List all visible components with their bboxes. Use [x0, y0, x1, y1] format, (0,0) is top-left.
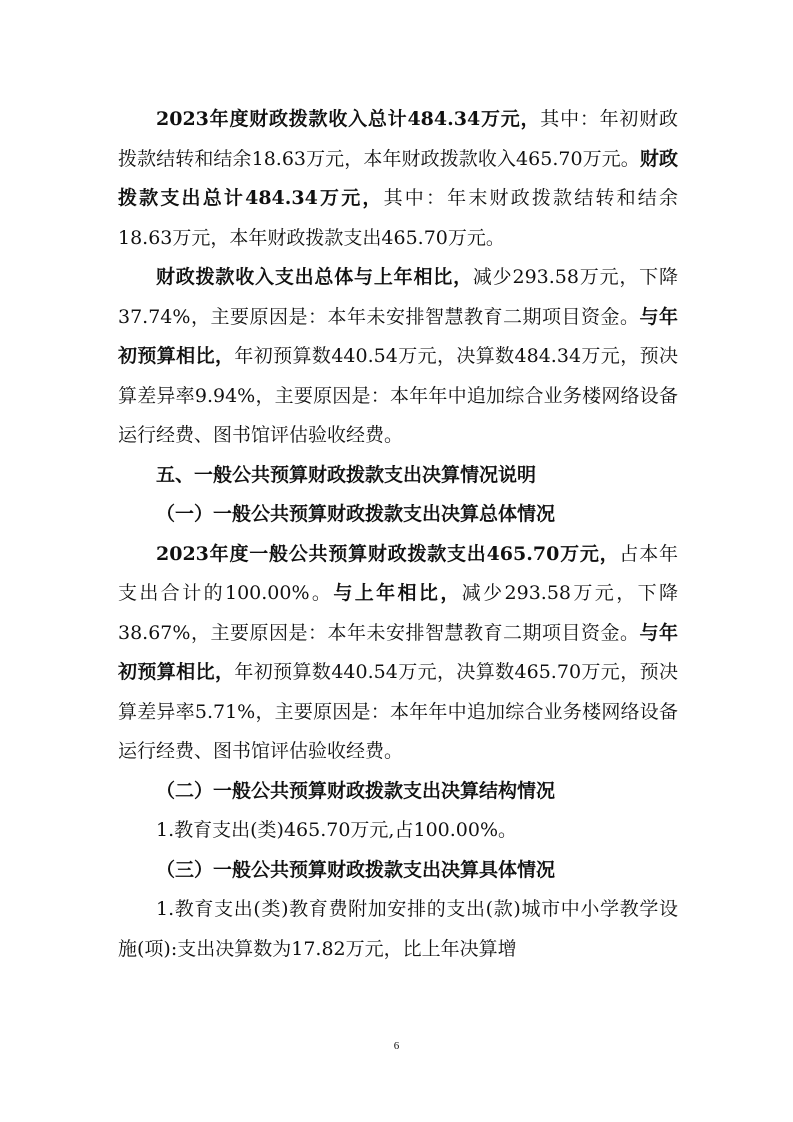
- paragraph-fiscal-total: [118, 100, 678, 258]
- text-vs-last-year: 减少293.58万元，下降37.74%，主要原因是：本年未安排智慧教育二期项目资金。: [118, 266, 678, 328]
- text-vs-budget: 年初预算数440.54万元，决算数484.34万元，预决算差异率9.94%，主要原因是：本年年中追加综合业务楼网络设备运行经费、图书馆评估验收经费。: [118, 345, 678, 446]
- paragraph-fiscal-comparison: [118, 258, 678, 456]
- section-heading-5: 五、一般公共预算财政拨款支出决算情况说明: [156, 463, 537, 486]
- page-number: 6: [393, 1040, 400, 1052]
- bold-lead-revenue: 2023年度财政拨款收入总计484.34万元，: [156, 108, 541, 130]
- paragraph-general-budget-overall: [118, 535, 678, 772]
- bold-lead-vs-last-year: 财政拨款收入支出总体与上年相比，: [156, 266, 473, 288]
- text-general-vs-last-year: 减少293.58万元，下降38.67%，主要原因是：本年未安排智慧教育二期项目资金。: [118, 582, 678, 644]
- bold-lead-general-expenditure: 2023年度一般公共预算财政拨款支出465.70万元，: [156, 542, 620, 565]
- subsection-heading-3: （三）一般公共预算财政拨款支出决算具体情况: [156, 858, 556, 881]
- bold-lead-general-vs-last-year: 与上年相比，: [333, 582, 462, 604]
- bold-lead-expenditure: 财政拨款支出总计484.34万元，: [118, 147, 678, 209]
- subsection-heading-1: （一）一般公共预算财政拨款支出决算总体情况: [156, 503, 556, 525]
- text-general-share: 占本年支出合计的100.00%。: [118, 542, 678, 604]
- text-revenue-detail: 其中：年初财政拨款结转和结余18.63万元，本年财政拨款收入465.70万元。: [118, 108, 678, 170]
- text-expenditure-detail: 其中：年末财政拨款结转和结余18.63万元，本年财政拨款支出465.70万元。: [118, 187, 678, 249]
- paragraph-structure: 1.教育支出(类)465.70万元,占100.00%。: [156, 819, 518, 841]
- bold-lead-vs-budget: 与年初预算相比，: [118, 305, 678, 367]
- bold-lead-general-vs-budget: 与年初预算相比，: [118, 621, 678, 683]
- text-general-vs-budget: 年初预算数440.54万元，决算数465.70万元，预决算差异率5.71%，主要原因是：本年年中追加综合业务楼网络设备运行经费、图书馆评估验收经费。: [118, 661, 678, 762]
- subsection-heading-2: （二）一般公共预算财政拨款支出决算结构情况: [156, 779, 556, 802]
- document-body: [118, 100, 678, 969]
- paragraph-detail: 1.教育支出(类)教育费附加安排的支出(款)城市中小学教学设施(项):支出决算数为17.82万元，比上年决算增: [118, 898, 678, 960]
